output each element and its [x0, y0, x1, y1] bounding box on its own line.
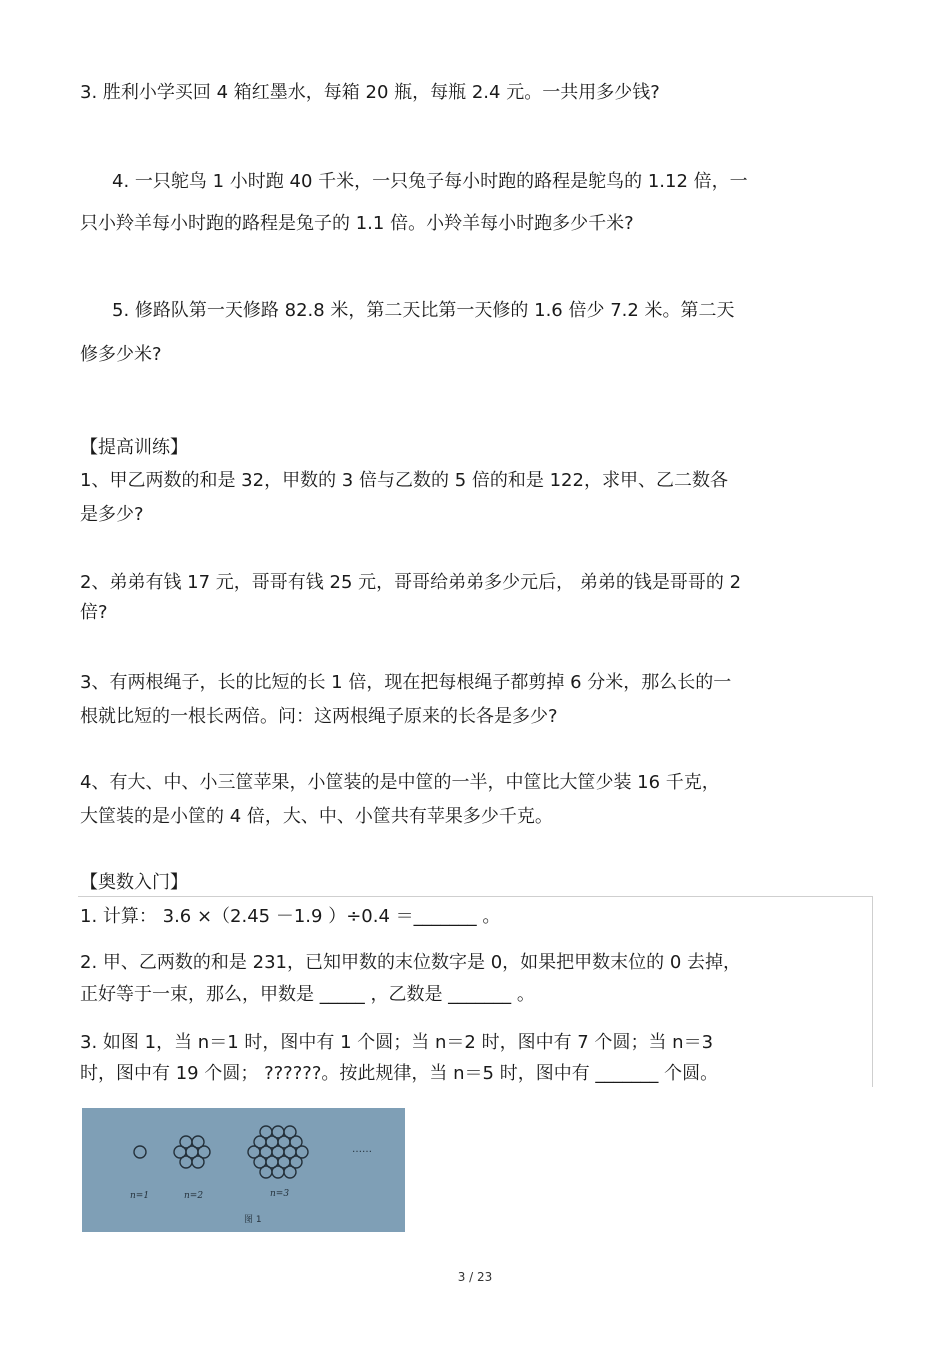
- label-n3: n=3: [270, 1189, 290, 1199]
- advanced-item-3-line-2: 根就比短的一根长两倍。问：这两根绳子原来的长各是多少?: [80, 706, 558, 727]
- problem-3-line-1: 3. 胜利小学买回 4 箱红墨水，每箱 20 瓶，每瓶 2.4 元。一共用多少钱?: [80, 82, 660, 103]
- ellipsis: ……: [352, 1144, 372, 1155]
- label-n1: n=1: [130, 1191, 150, 1201]
- circle-cluster-n2: [174, 1136, 210, 1168]
- hexagonal-circles-figure: [82, 1108, 405, 1232]
- advanced-heading: 【提高训练】: [80, 437, 188, 458]
- advanced-item-1-line-2: 是多少?: [80, 504, 144, 525]
- advanced-item-1-line-1: 1、甲乙两数的和是 32，甲数的 3 倍与乙数的 5 倍的和是 122，求甲、乙二数各: [80, 470, 728, 491]
- advanced-item-3-line-1: 3、有两根绳子，长的比短的长 1 倍，现在把每根绳子都剪掉 6 分米，那么长的一: [80, 672, 732, 693]
- figure-1: [82, 1108, 405, 1232]
- circle: [134, 1146, 146, 1158]
- label-n2: n=2: [184, 1191, 204, 1201]
- olympiad-item-2-line-2: 正好等于一束，那么，甲数是 _____ ，乙数是 _______ 。: [80, 984, 535, 1005]
- advanced-item-4-line-2: 大筐装的是小筐的 4 倍，大、中、小筐共有苹果多少千克。: [80, 806, 553, 827]
- problem-4-line-2: 只小羚羊每小时跑的路程是兔子的 1.1 倍。小羚羊每小时跑多少千米?: [80, 213, 634, 234]
- problem-5-line-2: 修多少米?: [80, 344, 162, 365]
- circle-cluster-n3: [248, 1126, 308, 1178]
- olympiad-item-3-line-2: 时，图中有 19 个圆； ??????。按此规律，当 n＝5 时，图中有 _______ 个圆。: [80, 1063, 719, 1084]
- figure-caption: 图 1: [244, 1215, 262, 1225]
- problem-4-line-1: 4. 一只鸵鸟 1 小时跑 40 千米，一只兔子每小时跑的路程是鸵鸟的 1.12 倍，一: [112, 171, 748, 192]
- page-number: 3 / 23: [457, 1270, 493, 1284]
- advanced-item-2-line-2: 倍?: [80, 602, 108, 623]
- olympiad-item-2-line-1: 2. 甲、乙两数的和是 231，已知甲数的末位数字是 0，如果把甲数末位的 0 去掉，: [80, 952, 742, 973]
- advanced-item-4-line-1: 4、有大、中、小三筐苹果，小筐装的是中筐的一半，中筐比大筐少装 16 千克，: [80, 772, 720, 793]
- advanced-item-2-line-1: 2、弟弟有钱 17 元，哥哥有钱 25 元，哥哥给弟弟多少元后， 弟弟的钱是哥哥的 2: [80, 572, 742, 593]
- olympiad-item-3-line-1: 3. 如图 1，当 n＝1 时，图中有 1 个圆；当 n＝2 时，图中有 7 个圆；当 n＝3: [80, 1032, 714, 1053]
- problem-5-line-1: 5. 修路队第一天修路 82.8 米，第二天比第一天修的 1.6 倍少 7.2 米。第二天: [112, 300, 735, 321]
- olympiad-item-1-line-1: 1. 计算： 3.6 ×（2.45 －1.9 ）÷0.4 ＝_______ 。: [80, 906, 501, 927]
- olympiad-heading: 【奥数入门】: [80, 872, 188, 893]
